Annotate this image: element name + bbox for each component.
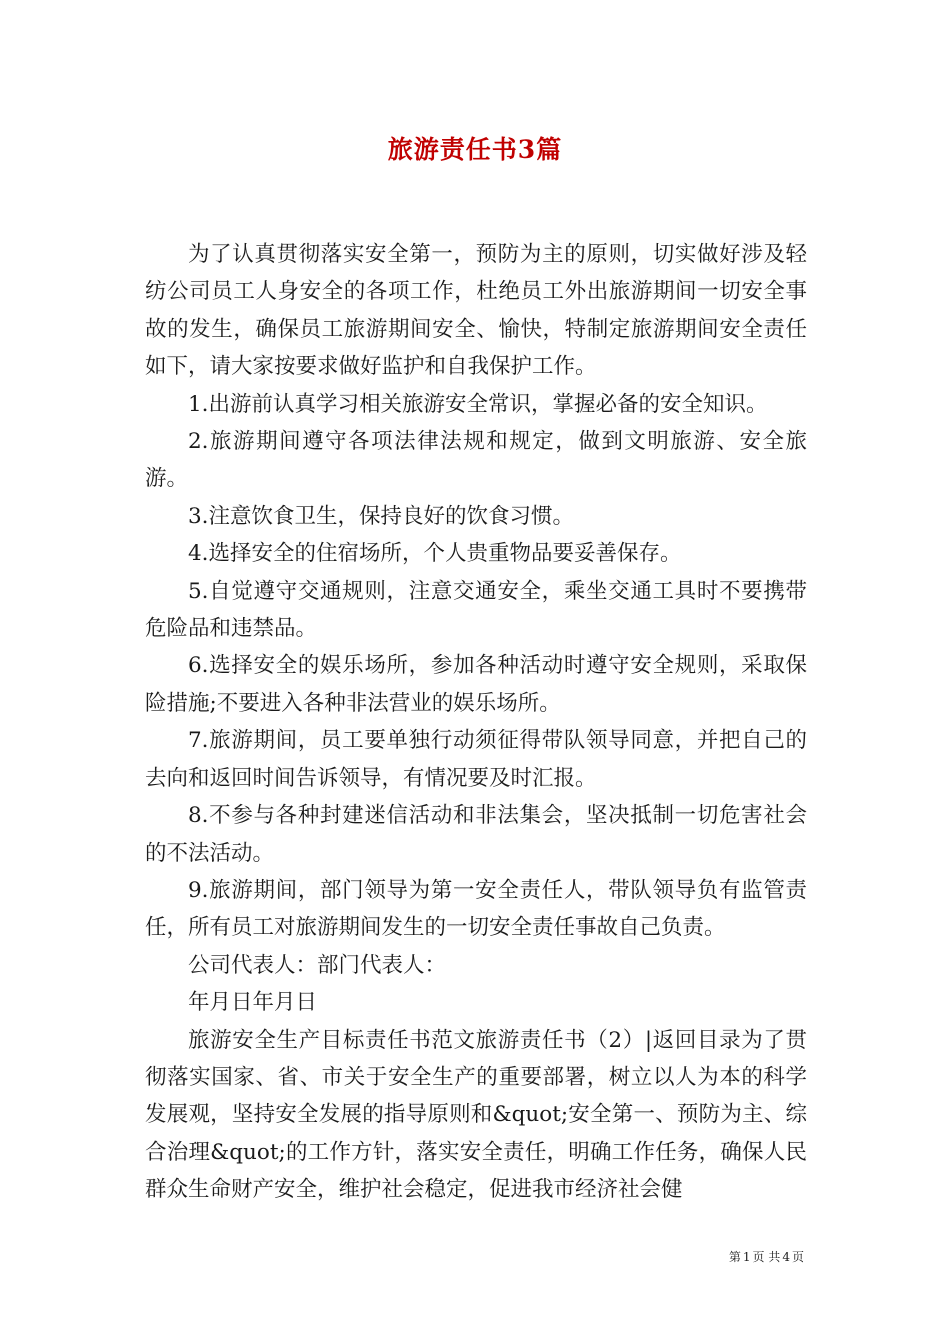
paragraph-item-6: 6.选择安全的娱乐场所，参加各种活动时遵守安全规则，采取保险措施;不要进入各种非法营业的娱乐场所。 bbox=[145, 653, 807, 716]
document-body bbox=[145, 236, 807, 1209]
document-title: 旅游责任书3篇 bbox=[387, 135, 563, 164]
footer-page-number: 1 bbox=[742, 1250, 751, 1264]
paragraph-item-8: 8.不参与各种封建迷信活动和非法集会，坚决抵制一切危害社会的不法活动。 bbox=[145, 803, 807, 866]
date-line: 年月日年月日 bbox=[188, 990, 318, 1016]
page-footer bbox=[728, 1248, 805, 1265]
footer-suffix: 页 bbox=[791, 1250, 804, 1264]
signature-line: 公司代表人：部门代表人： bbox=[188, 952, 447, 978]
paragraph-item-1: 1.出游前认真学习相关旅游安全常识，掌握必备的安全知识。 bbox=[188, 391, 768, 417]
paragraph-item-5: 5.自觉遵守交通规则，注意交通安全，乘坐交通工具时不要携带危险品和违禁品。 bbox=[145, 578, 807, 642]
paragraph-item-3: 3.注意饮食卫生，保持良好的饮食习惯。 bbox=[188, 503, 575, 529]
paragraph-section-2: 旅游安全生产目标责任书范文旅游责任书（2）|返回目录为了贯彻落实国家、省、市关于安全生产的重要部署，树立以人为本的科学发展观，坚持安全发展的指导原则和&quot;安全第一、预防为主、综合治理&quot;的工作方针，落实安全责任，明确工作任务，确保人民群众生命财产安全，维护社会稳定，促进我市经济社会健 bbox=[145, 1027, 807, 1203]
footer-middle: 页 共 bbox=[752, 1250, 781, 1264]
paragraph-intro: 为了认真贯彻落实安全第一，预防为主的原则，切实做好涉及轻纺公司员工人身安全的各项工作，杜绝员工外出旅游期间一切安全事故的发生，确保员工旅游期间安全、愉快，特制定旅游期间安全责任如下，请大家按要求做好监护和自我保护工作。 bbox=[145, 242, 807, 380]
paragraph-item-7: 7.旅游期间，员工要单独行动须征得带队领导同意，并把自己的去向和返回时间告诉领导，有情况要及时汇报。 bbox=[145, 728, 807, 791]
paragraph-item-2: 2.旅游期间遵守各项法律法规和规定，做到文明旅游、安全旅游。 bbox=[145, 429, 807, 492]
paragraph-item-4: 4.选择安全的住宿场所，个人贵重物品要妥善保存。 bbox=[188, 541, 682, 567]
footer-total-pages: 4 bbox=[782, 1250, 790, 1264]
footer-prefix: 第 bbox=[728, 1250, 741, 1264]
paragraph-item-9: 9.旅游期间，部门领导为第一安全责任人，带队领导负有监管责任，所有员工对旅游期间发生的一切安全责任事故自己负责。 bbox=[145, 877, 807, 941]
